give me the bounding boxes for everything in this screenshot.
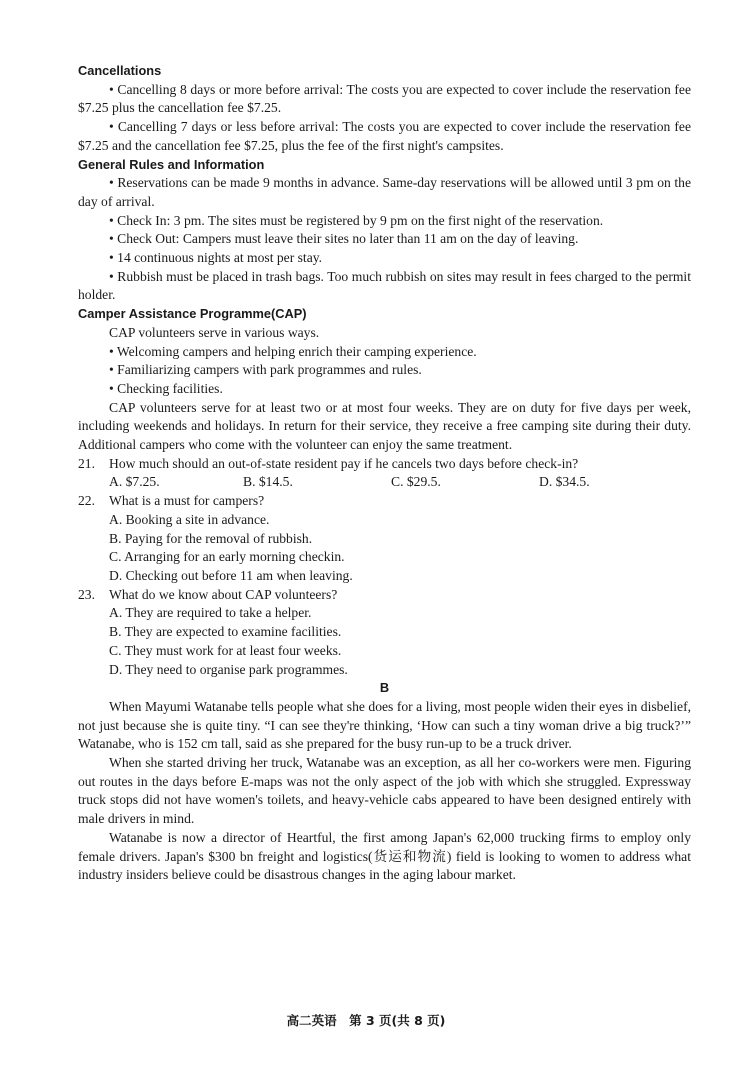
question-21 bbox=[78, 455, 691, 492]
question-text: What is a must for campers? bbox=[109, 493, 265, 509]
option-d: D. They need to organise park programmes. bbox=[109, 661, 348, 677]
cap-heading: Camper Assistance Programme(CAP) bbox=[78, 306, 307, 322]
option-d: D. $34.5. bbox=[539, 474, 590, 490]
cap-intro: CAP volunteers serve in various ways. bbox=[109, 324, 320, 340]
option-b: B. They are expected to examine facilities. bbox=[109, 624, 342, 640]
question-stem bbox=[78, 586, 691, 605]
option-b: B. Paying for the removal of rubbish. bbox=[109, 530, 313, 546]
question-stem bbox=[78, 492, 691, 511]
cap-bullet-3: • Checking facilities. bbox=[109, 380, 223, 396]
option-a: A. Booking a site in advance. bbox=[109, 511, 270, 527]
cap-bullet-2: • Familiarizing campers with park programmes and rules. bbox=[109, 362, 422, 378]
question-text: How much should an out-of-state resident pay if he cancels two days before check-in? bbox=[109, 455, 579, 471]
question-stem bbox=[78, 455, 691, 474]
cap-bullet-1: • Welcoming campers and helping enrich their camping experience. bbox=[109, 343, 477, 359]
option-a: A. They are required to take a helper. bbox=[109, 605, 312, 621]
question-22 bbox=[78, 492, 691, 586]
rules-bullet-2: • Check In: 3 pm. The sites must be registered by 9 pm on the first night of the reservation. bbox=[109, 212, 604, 228]
rules-bullet-5: • Rubbish must be placed in trash bags. Too much rubbish on sites may result in fees charged to the permit holder. bbox=[78, 268, 691, 303]
question-number: 21. bbox=[78, 455, 95, 471]
passage-b-paragraph-2: When she started driving her truck, Watanabe was an exception, as all her co-workers were men. Figuring out routes in the days before E-maps was not the only aspect of the job with which she struggled. Expressway truck stops did not have women's toilets, and heavy-vehicle cabs appeared to have been designed entirely with male drivers in mind. bbox=[78, 755, 691, 827]
question-text: What do we know about CAP volunteers? bbox=[109, 586, 338, 602]
page-footer: 高二英语 第 3 页(共 8 页) bbox=[286, 1013, 446, 1028]
option-b: B. $14.5. bbox=[243, 474, 293, 490]
option-a: A. $7.25. bbox=[109, 474, 160, 490]
rules-bullet-1: • Reservations can be made 9 months in advance. Same-day reservations will be allowed until 3 pm on the day of arrival. bbox=[78, 175, 691, 209]
section-b-label: B bbox=[379, 680, 390, 696]
document-page bbox=[78, 62, 691, 885]
cancellations-heading: Cancellations bbox=[78, 63, 162, 78]
rules-heading: General Rules and Information bbox=[78, 156, 265, 172]
question-23 bbox=[78, 586, 691, 680]
option-c: C. They must work for at least four weeks. bbox=[109, 642, 342, 658]
cancellations-bullet-2: • Cancelling 7 days or less before arrival: The costs you are expected to cover include the reservation fee $7.25 and the cancellation fee $7.25, plus the fee of the first night's campsites. bbox=[78, 119, 691, 153]
rules-bullet-4: • 14 continuous nights at most per stay. bbox=[109, 250, 323, 266]
option-d: D. Checking out before 11 am when leaving. bbox=[109, 567, 353, 583]
option-c: C. Arranging for an early morning checkin. bbox=[109, 549, 345, 565]
passage-b-paragraph-1: When Mayumi Watanabe tells people what she does for a living, most people widen their eyes in disbelief, not just because she is quite tiny. “I can see they're thinking, ‘How can such a tiny woman drive a big truck?’” Watanabe, who is 152 cm tall, said as she prepared for the busy run-up to be a truck driver. bbox=[78, 698, 691, 752]
cap-closing: CAP volunteers serve for at least two or at most four weeks. They are on duty for five days per week, including weekends and holidays. In return for their service, they receive a free camping site during their duty. Additional campers who come with the volunteer can enjoy the same treatment. bbox=[78, 399, 691, 453]
passage-b-paragraph-3: Watanabe is now a director of Heartful, the first among Japan's 62,000 trucking firms to employ only female drivers. Japan's $300 bn freight and logistics(货运和物流) field is looking to women to address what industry insiders believe could be disastrous changes in the aging labour market. bbox=[78, 829, 691, 883]
rules-bullet-3: • Check Out: Campers must leave their sites no later than 11 am on the day of leaving. bbox=[109, 231, 579, 247]
cancellations-bullet-1: • Cancelling 8 days or more before arrival: The costs you are expected to cover include the reservation fee $7.25 plus the cancellation fee $7.25. bbox=[78, 81, 691, 116]
question-number: 23. bbox=[78, 586, 95, 602]
options-row bbox=[78, 473, 691, 492]
question-number: 22. bbox=[78, 493, 95, 509]
option-c: C. $29.5. bbox=[391, 474, 441, 490]
